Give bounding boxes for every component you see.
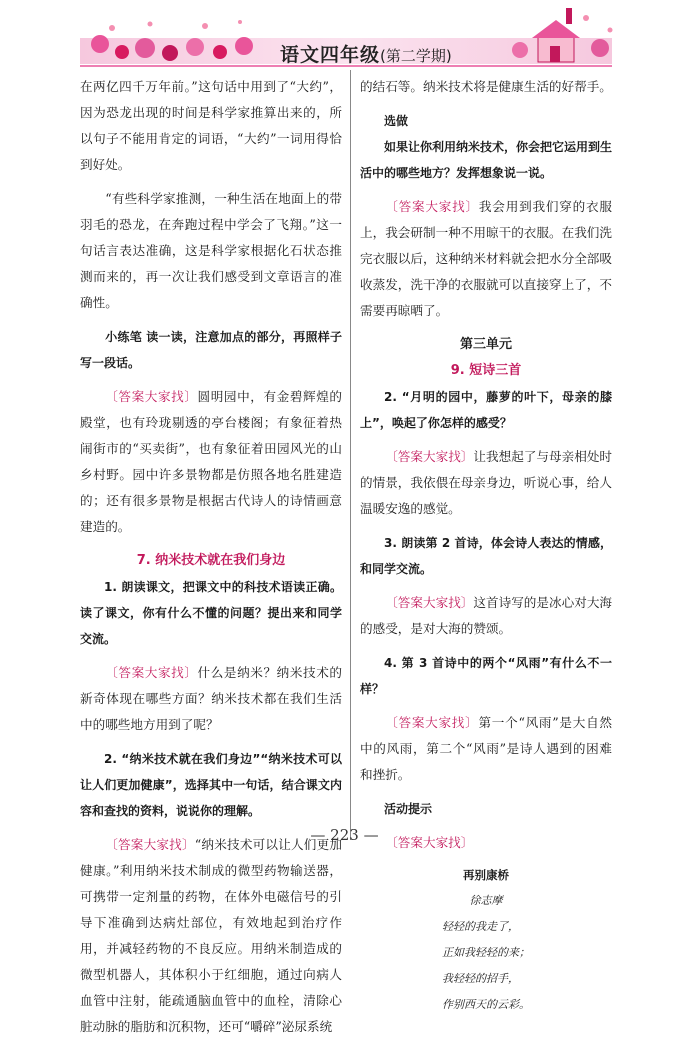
answer-label: 〔答案大家找〕 <box>385 199 479 214</box>
question-r2: 2. “月明的园中，藤萝的叶下，母亲的膝上”，唤起了你怎样的感受？ <box>360 390 612 430</box>
question-r4: 4. 第 3 首诗中的两个“风雨”有什么不一样？ <box>360 656 612 696</box>
answer-block-r1 <box>360 194 612 324</box>
answer-block-r3 <box>360 590 612 642</box>
page-number: — 223 — <box>310 826 379 844</box>
question-1: 1. 朗读课文，把课文中的科技术语读正确。读了课文，你有什么不懂的问题？提出来和同学交流。 <box>80 580 342 646</box>
answer-text: 圆明园中，有金碧辉煌的殿堂，也有玲珑剔透的亭台楼阁；有象征着热闹街市的“买卖街”，也有象征着田园风光的山乡村野。园中许多景物都是仿照各地名胜建造的；还有很多景物是根据古代诗人的诗情画意建造的。 <box>80 389 343 534</box>
answer-block-r2 <box>360 444 612 522</box>
practice-text: 读一读，注意加点的部分，再照样子写一段话。 <box>80 330 342 370</box>
page-header <box>0 0 689 80</box>
answer-label: 〔答案大家找〕 <box>105 389 198 404</box>
practice-prompt <box>80 324 342 376</box>
answer-label: 〔答案大家找〕 <box>385 449 474 464</box>
poem-line: 作别西天的云彩。 <box>442 998 530 1011</box>
book-title: 语文四年级 <box>280 44 381 66</box>
poem-author: 徐志摩 <box>469 894 503 907</box>
answer-text: 让我想起了与母亲相处时的情景，我依偎在母亲身边，听说心事，给人温暖安逸的感觉。 <box>360 449 613 516</box>
answer-text: 这首诗写的是冰心对大海的感受，是对大海的赞颂。 <box>360 595 613 636</box>
right-column <box>360 74 612 1018</box>
activity-label: 活动提示 <box>384 802 433 816</box>
optional-label: 选做 <box>384 114 409 128</box>
practice-label: 小练笔 <box>105 330 142 344</box>
answer-block-1 <box>80 384 342 540</box>
answer-block-2 <box>80 660 342 738</box>
question-2: 2. “纳米技术就在我们身边”“纳米技术可以让人们更加健康”，选择其中一句话，结合课文内容和查找的资料，说说你的理解。 <box>80 752 342 818</box>
answer-label: 〔答案大家找〕 <box>105 837 195 852</box>
answer-block-r4 <box>360 710 612 788</box>
answer-text: 什么是纳米？纳米技术的新奇体现在哪些方面？纳米技术都在我们生活中的哪些地方用到了呢？ <box>80 665 343 732</box>
optional-question: 如果让你利用纳米技术，你会把它运用到生活中的哪些地方？发挥想象说一说。 <box>360 140 613 180</box>
poem-line: 轻轻的我走了， <box>442 920 519 933</box>
answer-label: 〔答案大家找〕 <box>385 715 479 730</box>
answer-label: 〔答案大家找〕 <box>385 835 474 850</box>
answer-block-3 <box>80 832 342 1040</box>
answer-text: “纳米技术可以让人们更加健康。”利用纳米技术制成的微型药物输送器，可携带一定剂量的药物，在体外电磁信号的引导下准确到达病灶部位，有效地起到治疗作用，并减轻药物的不良反应。用纳米制造成的微型机器人，其体积小于红细胞，通过向病人血管中注射，能疏通脑血管中的血栓，清除心脏动脉的脂肪和沉积物，还可“嚼碎”泌尿系统 <box>80 837 342 1034</box>
left-paragraph-1: 在两亿四千万年前。”这句话中用到了“大约”，因为恐龙出现的时间是科学家推算出来的，所以句子不能用肯定的词语，“大约”一词用得恰到好处。 <box>80 79 342 172</box>
answer-label: 〔答案大家找〕 <box>105 665 198 680</box>
answer-text: 我会用到我们穿的衣服上，我会研制一种不用晾干的衣服。在我们洗完衣服以后，这种纳米材料就会把水分全部吸收蒸发，洗干净的衣服就可以直接穿上了，不需要再晾晒了。 <box>360 199 613 318</box>
poem-line: 正如我轻轻的来； <box>442 946 530 959</box>
answer-text: 第一个“风雨”是大自然中的风雨，第二个“风雨”是诗人遇到的困难和挫折。 <box>360 715 612 782</box>
right-paragraph-1: 的结石等。纳米技术将是健康生活的好帮手。 <box>360 79 612 94</box>
section-7-title: 7. 纳米技术就在我们身边 <box>136 553 286 568</box>
left-paragraph-2: “有些科学家推测，一种生活在地面上的带羽毛的恐龙，在奔跑过程中学会了飞翔。”这一句话言表达准确，这是科学家根据化石状态推测而来的，再一次让我们感受到文章语言的准确性。 <box>80 191 342 310</box>
question-r3: 3. 朗读第 2 首诗，体会诗人表达的情感，和同学交流。 <box>360 536 612 576</box>
column-divider <box>350 70 351 840</box>
section-9-title: 9. 短诗三首 <box>450 363 522 378</box>
left-column <box>80 74 342 1040</box>
unit-3-title: 第三单元 <box>459 337 512 352</box>
book-semester: (第二学期) <box>380 47 452 65</box>
answer-label: 〔答案大家找〕 <box>385 595 474 610</box>
poem-line: 我轻轻的招手， <box>442 972 519 985</box>
poem-title: 再别康桥 <box>463 868 509 882</box>
header-title <box>280 40 452 67</box>
